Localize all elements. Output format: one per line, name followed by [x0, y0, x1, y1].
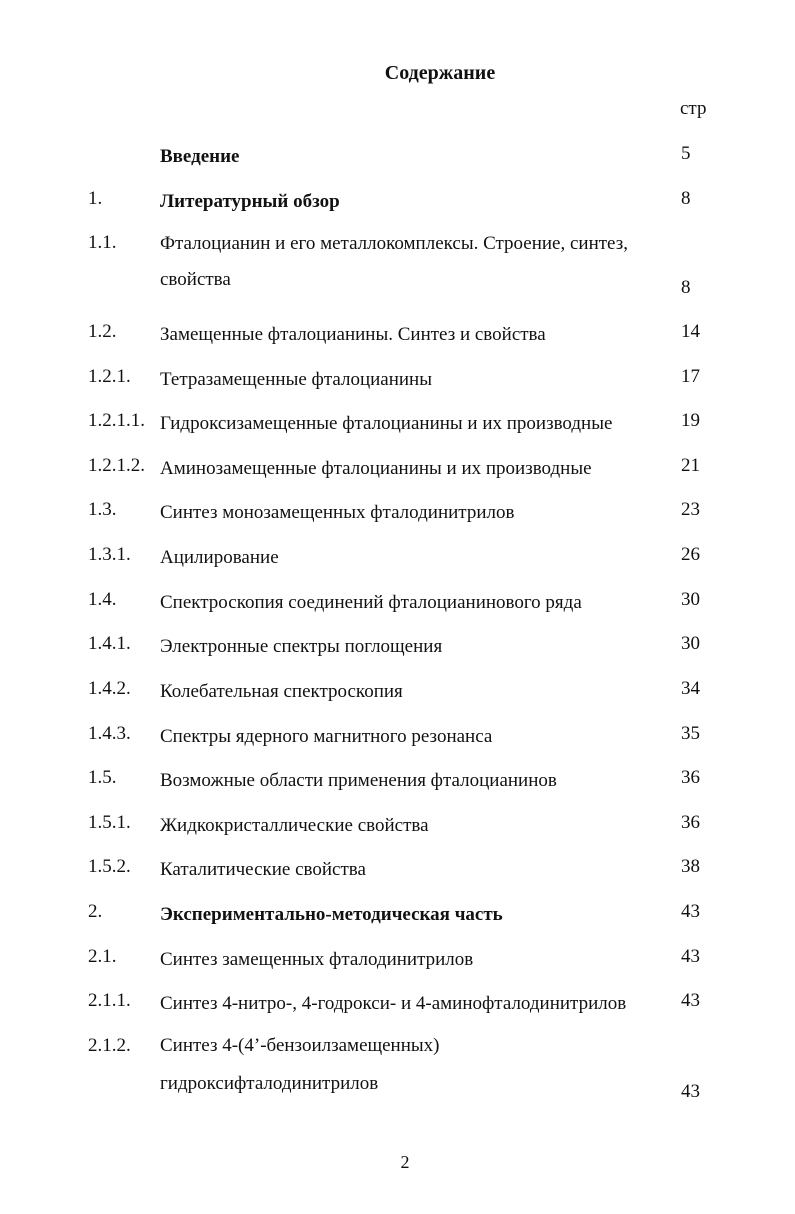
- toc-entry-page: 36: [681, 767, 700, 788]
- toc-entry-number: 1.5.: [88, 767, 117, 788]
- page-column-label: стр: [680, 98, 707, 119]
- toc-entry-page: 43: [681, 946, 700, 967]
- toc-entry-page: 43: [681, 990, 700, 1011]
- toc-entry-number: 1.4.: [88, 589, 117, 610]
- toc-entry-title: Гидроксизамещенные фталоцианины и их производные: [160, 413, 613, 434]
- toc-entry-page: 34: [681, 678, 700, 699]
- toc-entry-number: 1.2.: [88, 321, 117, 342]
- toc-entry-page: 43: [681, 901, 700, 922]
- toc-entry-title: Замещенные фталоцианины. Синтез и свойства: [160, 324, 546, 345]
- toc-entry-page: 5: [681, 143, 691, 164]
- toc-entry-title: Введение: [160, 146, 240, 167]
- toc-entry-number: 1.3.: [88, 499, 117, 520]
- toc-entry-page: 23: [681, 499, 700, 520]
- toc-entry-page: 17: [681, 366, 700, 387]
- toc-entry-title: Синтез замещенных фталодинитрилов: [160, 949, 474, 970]
- toc-entry-title: Тетразамещенные фталоцианины: [160, 369, 432, 390]
- toc-entry-number: 1.2.1.1.: [88, 410, 145, 431]
- toc-entry-page: 21: [681, 455, 700, 476]
- toc-entry-page: 26: [681, 544, 700, 565]
- toc-entry-title: Синтез монозамещенных фталодинитрилов: [160, 502, 515, 523]
- toc-entry-page: 19: [681, 410, 700, 431]
- toc-entry-title: Каталитические свойства: [160, 859, 366, 880]
- toc-entry-page: 8: [681, 188, 691, 209]
- toc-entry-title: Фталоцианин и его металлокомплексы. Строение, синтез, свойства: [160, 233, 628, 290]
- toc-entry-title: Спектроскопия соединений фталоцианинового ряда: [160, 592, 582, 613]
- toc-entry-page: 43: [681, 1081, 700, 1102]
- toc-entry-page: 30: [681, 633, 700, 654]
- toc-entry-title: Ацилирование: [160, 547, 279, 568]
- toc-entry-number: 1.5.1.: [88, 812, 131, 833]
- page-title: Содержание: [384, 62, 496, 84]
- toc-entry-number: 1.: [88, 188, 103, 209]
- toc-entry-number: 1.1.: [88, 232, 117, 253]
- toc-entry-page: 35: [681, 723, 700, 744]
- toc-entry-title: Возможные области применения фталоцианинов: [160, 770, 557, 791]
- toc-entry-number: 1.4.2.: [88, 678, 131, 699]
- toc-entry-title: Аминозамещенные фталоцианины и их производные: [160, 458, 592, 479]
- toc-entry-title: Литературный обзор: [160, 191, 340, 212]
- toc-entry-title: Синтез 4-нитро-, 4-годрокси- и 4-аминофталодинитрилов: [160, 993, 627, 1014]
- toc-entry-number: 2.: [88, 901, 103, 922]
- toc-entry-title: Синтез 4-(4’-бензоилзамещенных) гидроксифталодинитрилов: [160, 1035, 440, 1094]
- toc-entry-page: 38: [681, 856, 700, 877]
- toc-entry-title: Жидкокристаллические свойства: [160, 815, 429, 836]
- toc-entry-number: 2.1.2.: [88, 1035, 131, 1056]
- page-number: 2: [400, 1152, 410, 1172]
- toc-entry-page: 30: [681, 589, 700, 610]
- toc-entry-number: 2.1.1.: [88, 990, 131, 1011]
- toc-entry-number: 1.4.3.: [88, 723, 131, 744]
- toc-entry-number: 1.5.2.: [88, 856, 131, 877]
- toc-entry-title: Колебательная спектроскопия: [160, 681, 403, 702]
- toc-entry-page: 14: [681, 321, 700, 342]
- toc-entry-title: Экспериментально-методическая часть: [160, 904, 503, 925]
- toc-entry-title: Электронные спектры поглощения: [160, 636, 443, 657]
- toc-entry-number: 1.3.1.: [88, 544, 131, 565]
- toc-entry-page: 8: [681, 277, 691, 298]
- toc-entry-number: 1.4.1.: [88, 633, 131, 654]
- toc-entry-title: Спектры ядерного магнитного резонанса: [160, 726, 493, 747]
- toc-entry-number: 1.2.1.: [88, 366, 131, 387]
- toc-entry-page: 36: [681, 812, 700, 833]
- toc-entry-number: 2.1.: [88, 946, 117, 967]
- toc-entry-number: 1.2.1.2.: [88, 455, 145, 476]
